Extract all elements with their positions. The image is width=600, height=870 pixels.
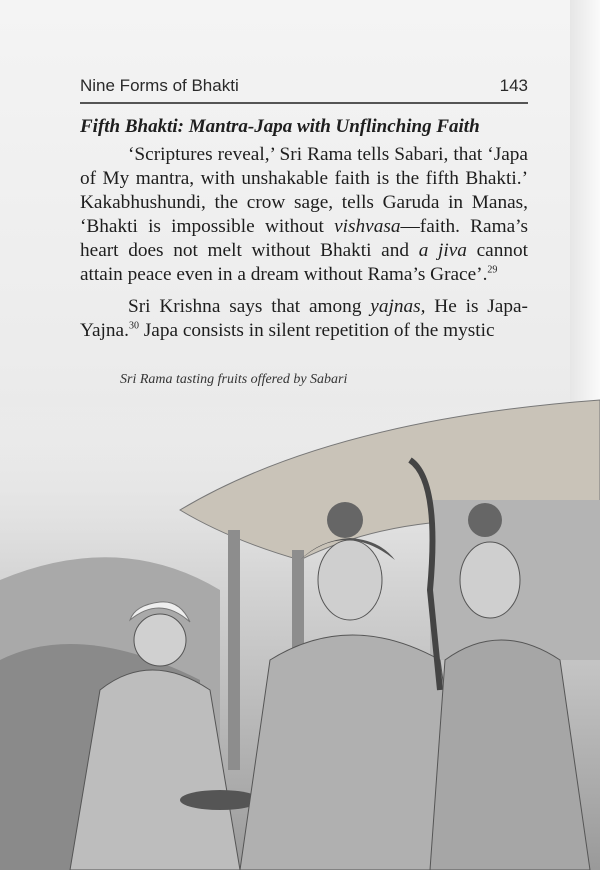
italic-term: vishvasa — [334, 216, 401, 237]
text-run: Japa consists in silent repetition of the mystic — [138, 320, 495, 341]
footnote-ref[interactable]: 29 — [487, 264, 498, 276]
header-rule — [80, 102, 528, 104]
page-edge-shade — [570, 0, 600, 420]
illustration-caption: Sri Rama tasting fruits offered by Sabari — [120, 372, 348, 387]
italic-term: yajnas, — [370, 296, 426, 317]
hut-pole — [228, 530, 240, 770]
paragraph — [80, 143, 528, 287]
running-title: Nine Forms of Bhakti — [80, 76, 239, 95]
italic-term: a jiva — [418, 240, 467, 261]
text-run: He is Japa-Yajna. — [80, 296, 528, 341]
body-text — [80, 114, 528, 351]
footnote-ref[interactable]: 30 — [128, 320, 139, 332]
text-run: —faith. Rama’s heart does not melt without Bhakti and — [80, 216, 528, 261]
paragraph — [80, 295, 528, 343]
illustration-sabari-rama — [0, 360, 600, 870]
text-run: ‘Scriptures reveal,’ Sri Rama tells Sabari, that ‘Japa of My mantra, with unshakable faith is the fifth Bhakti.’ Kakabhushundi, the crow sage, tells Garuda in Manas, ‘Bhakti is impossible without — [80, 144, 528, 237]
text-run: cannot attain peace even in a dream without Rama’s Grace’. — [80, 240, 529, 285]
text-run: Sri Krishna says that among — [128, 296, 371, 317]
page-number: 143 — [499, 76, 528, 95]
running-header — [80, 76, 528, 96]
section-heading: Fifth Bhakti: Mantra-Japa with Unflinching Faith — [80, 116, 480, 137]
